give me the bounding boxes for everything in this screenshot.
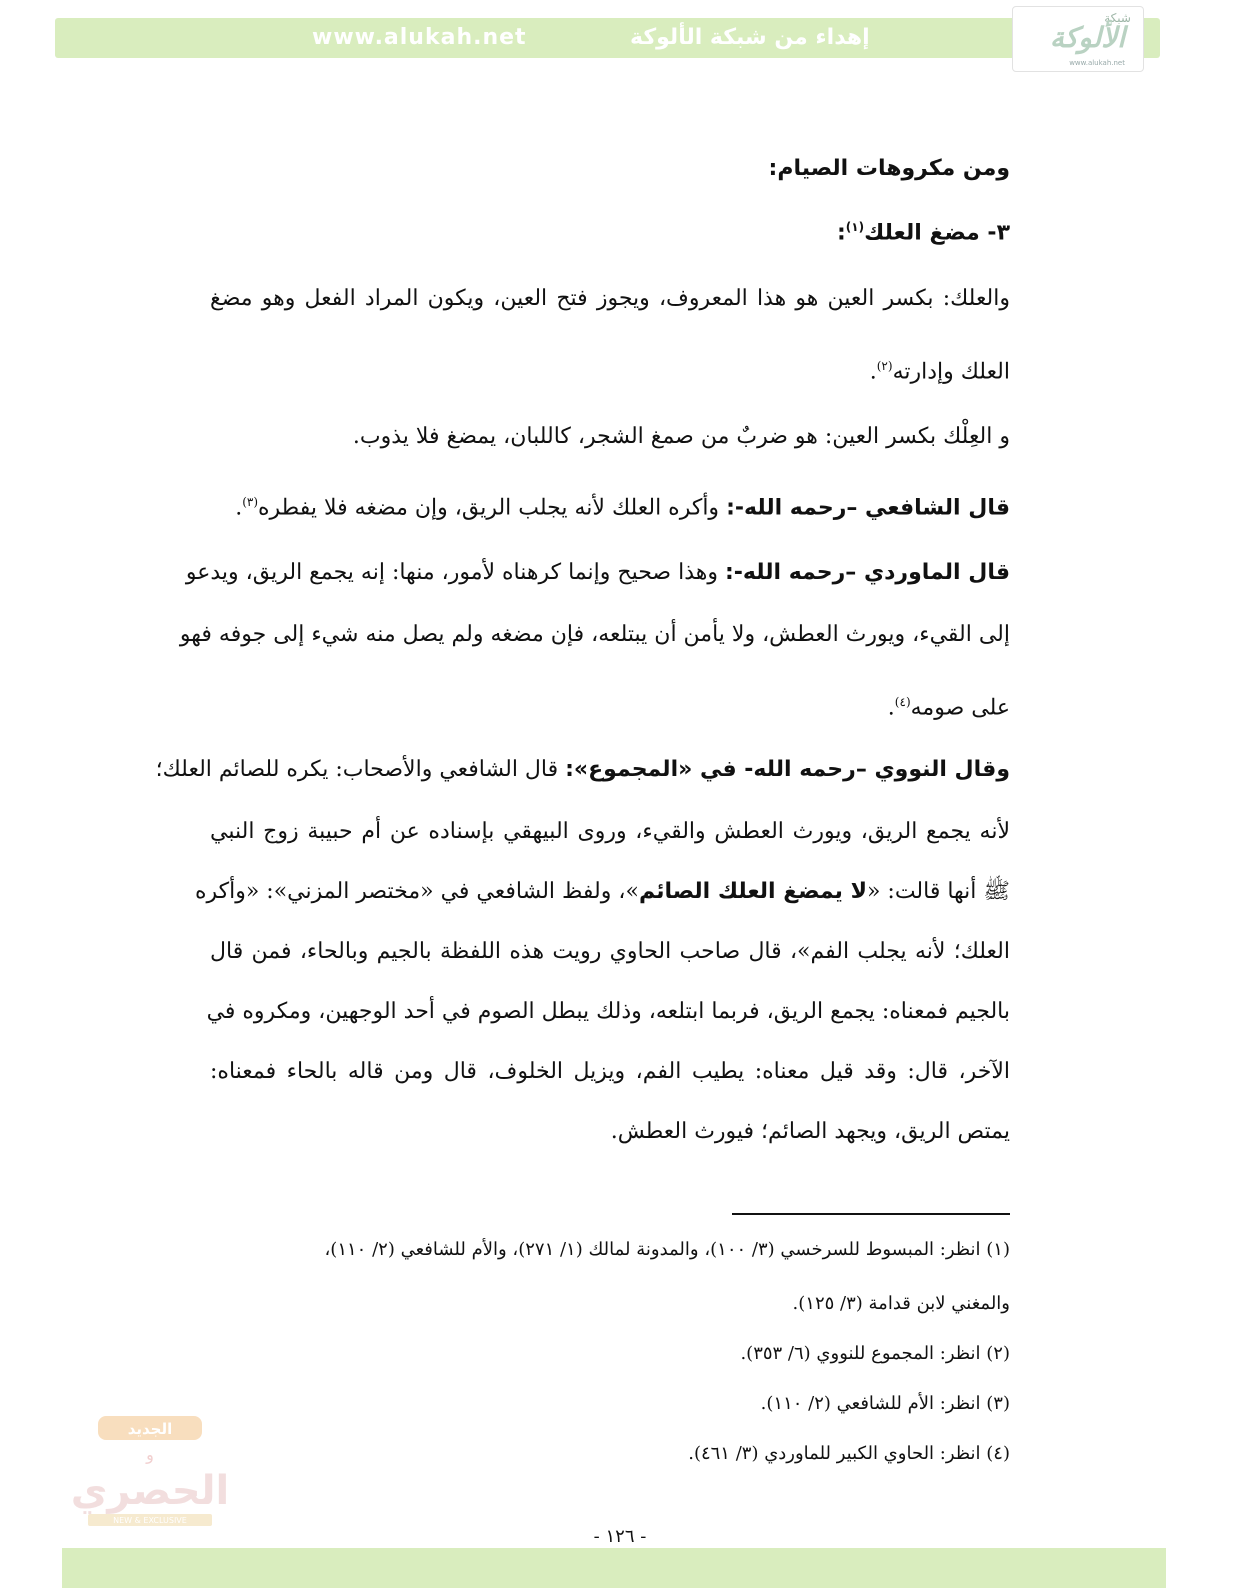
logo-top-text: شبكة <box>1104 11 1131 25</box>
watermark-logo <box>70 1410 230 1532</box>
para5-bold: وقال النووي –رحمه الله- في «المجموع»: <box>565 757 1010 782</box>
para4-line2: إلى القيء، ويورث العطش، ولا يأمن أن يبتلعه، فإن مضغه ولم يصل منه شيء إلى جوفه فهو <box>179 622 1010 647</box>
footnote-1-line1: (١) انظر: المبسوط للسرخسي (٣/ ١٠٠)، والمدونة لمالك (١/ ٢٧١)، والأم للشافعي (٢/ ١١٠)، <box>324 1239 1010 1260</box>
para5-line2: لأنه يجمع الريق، ويورث العطش والقيء، وروى البيهقي بإسناده عن أم حبيبة زوج النبي <box>210 819 1010 844</box>
item-heading <box>210 210 1010 250</box>
watermark-top: الجديد <box>127 1420 173 1438</box>
footnote-1-line2: والمغني لابن قدامة (٣/ ١٢٥). <box>792 1293 1010 1314</box>
logo-url-text: www.alukah.net <box>1069 59 1125 67</box>
site-url[interactable]: www.alukah.net <box>312 25 527 50</box>
footnote-3: (٣) انظر: الأم للشافعي (٢/ ١١٠). <box>760 1393 1010 1414</box>
watermark-sub: NEW & EXCLUSIVE <box>113 1516 187 1525</box>
para1-end: . <box>869 359 877 385</box>
para4-line3 <box>210 685 1010 725</box>
logo-main-text: الألوكة <box>1049 21 1125 54</box>
para5-line3-b: »، ولفظ الشافعي في «مختصر المزني»: «وأكره <box>194 879 639 904</box>
watermark-mid: و <box>146 1445 154 1464</box>
header-banner <box>55 18 1160 58</box>
para4-line3-text: على صومه <box>910 695 1010 721</box>
footnote-ref-2[interactable]: (٢) <box>876 359 893 373</box>
footnote-ref-3[interactable]: (٣) <box>242 495 259 509</box>
para5-line7: يمتص الريق، ويجهد الصائم؛ فيورث العطش. <box>610 1119 1010 1144</box>
footnote-4: (٤) انظر: الحاوي الكبير للماوردي (٣/ ٤٦١). <box>688 1443 1010 1464</box>
footnote-divider <box>732 1213 1010 1215</box>
para4-end: . <box>887 695 895 721</box>
item-heading-text: ٣- مضغ العلك <box>864 220 1010 246</box>
footnote-ref-4[interactable]: (٤) <box>894 695 911 709</box>
para5-line6: الآخر، قال: وقد قيل معناه: يطيب الفم، ويزيل الخلوف، قال ومن قاله بالحاء فمعناه: <box>210 1059 1010 1084</box>
section-heading: ومن مكروهات الصيام: <box>768 156 1010 181</box>
para5-line5: بالجيم فمعناه: يجمع الريق، فربما ابتلعه، وذلك يبطل الصوم في أحد الوجهين، ومكروه في <box>206 999 1010 1024</box>
para3 <box>210 485 1010 525</box>
banner-title: إهداء من شبكة الألوكة <box>630 25 870 50</box>
page-number: - ١٢٦ - <box>593 1526 647 1547</box>
item-heading-colon: : <box>836 220 846 246</box>
footer-bar <box>62 1548 1166 1588</box>
para3-text: وأكره العلك لأنه يجلب الريق، وإن مضغه فلا يفطره <box>258 495 727 521</box>
para5-line3-a: ﷺ أنها قالت: « <box>866 879 1010 904</box>
footnote-2: (٢) انظر: المجموع للنووي (٦/ ٣٥٣). <box>740 1343 1010 1364</box>
para1-line1: والعلك: بكسر العين هو هذا المعروف، ويجوز فتح العين، ويكون المراد الفعل وهو مضغ <box>210 286 1010 311</box>
para5-line3 <box>194 875 1010 909</box>
footnote-ref-1[interactable]: (١) <box>845 220 865 234</box>
para3-bold: قال الشافعي –رحمه الله-: <box>726 495 1010 521</box>
para5-line1-text: قال الشافعي والأصحاب: يكره للصائم العلك؛ <box>155 757 566 782</box>
para2: و العِلْك بكسر العين: هو ضربٌ من صمغ الشجر، كاللبان، يمضغ فلا يذوب. <box>352 424 1010 449</box>
site-logo[interactable] <box>1012 6 1144 72</box>
para5-line1 <box>155 753 1010 787</box>
para1-line2-text: العلك وإدارته <box>892 359 1010 385</box>
para4-line1-text: وهذا صحيح وإنما كرهناه لأمور، منها: إنه يجمع الريق، ويدعو <box>185 560 725 585</box>
watermark-main: الحصري <box>70 1468 230 1514</box>
para3-end: . <box>235 495 243 521</box>
hadith-quote: لا يمضغ العلك الصائم <box>638 879 867 904</box>
para1-line2 <box>210 349 1010 389</box>
para4-bold: قال الماوردي –رحمه الله-: <box>724 560 1010 585</box>
para4-line1 <box>185 556 1010 590</box>
watermark-graphic <box>70 1410 230 1532</box>
para5-line4: العلك؛ لأنه يجلب الفم»، قال صاحب الحاوي رويت هذه اللفظة بالجيم وبالحاء، فمن قال <box>210 939 1010 964</box>
